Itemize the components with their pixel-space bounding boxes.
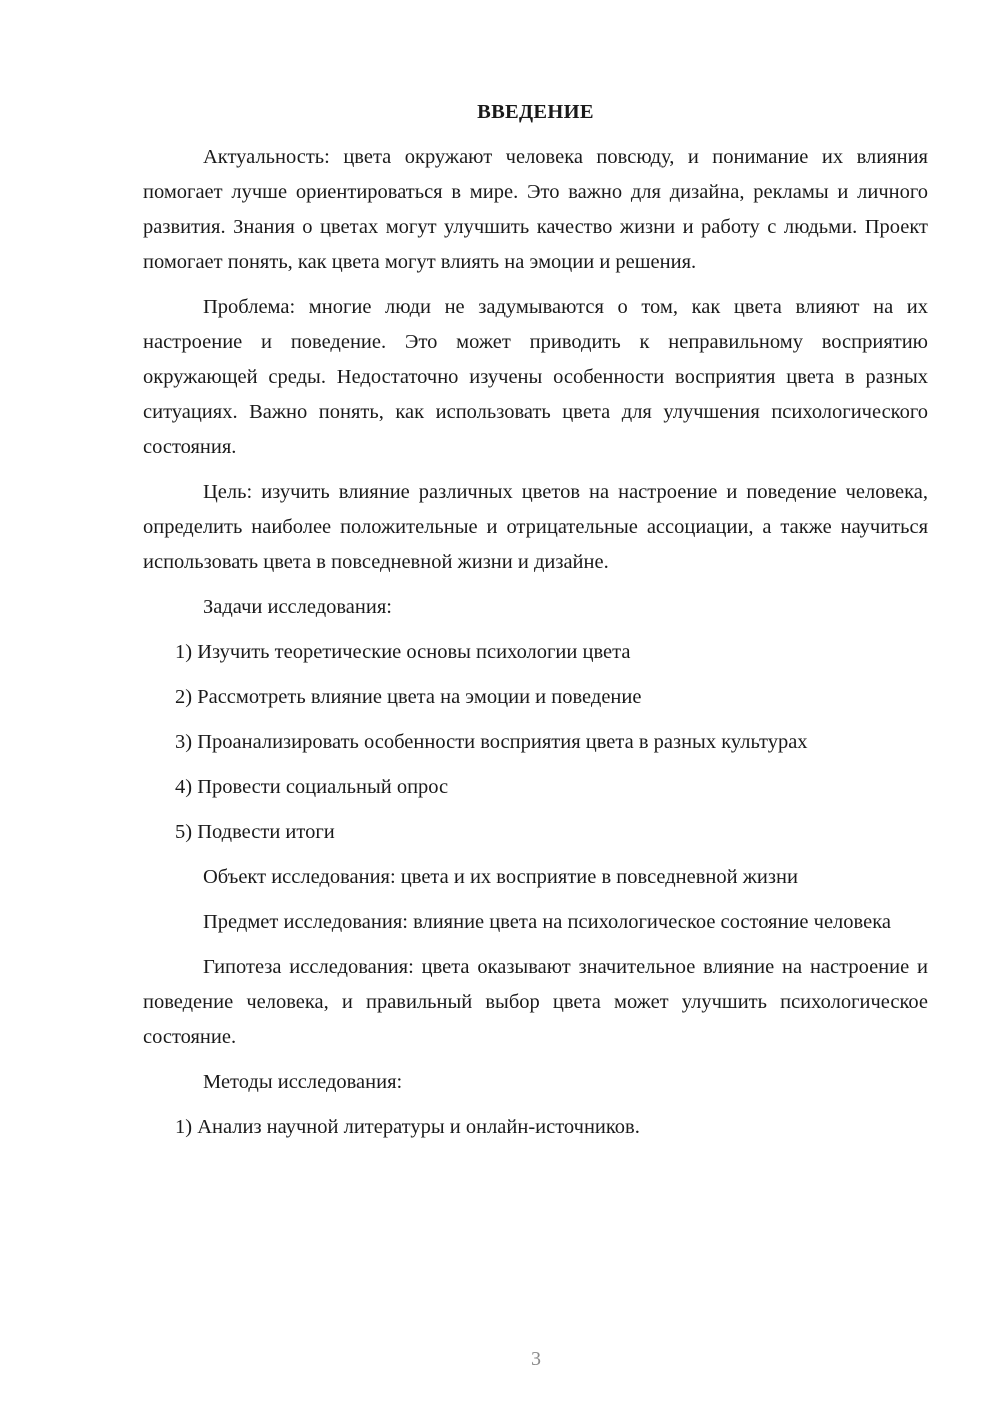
problem-paragraph: Проблема: многие люди не задумываются о том, как цвета влияют на их настроение и поведение. Это может приводить к неправильному восприятию окружающей среды. Недостаточно изучены особенности восприятия цвета в разных ситуациях. Важно понять, как использовать цвета для улучшения психологического состояния. (143, 296, 928, 458)
task-item: 5) Подвести итоги (175, 821, 335, 843)
methods-heading: Методы исследования: (203, 1071, 403, 1093)
tasks-heading: Задачи исследования: (203, 596, 392, 618)
task-item: 3) Проанализировать особенности восприятия цвета в разных культурах (175, 731, 808, 753)
page-number: 3 (531, 1348, 541, 1370)
task-item: 4) Провести социальный опрос (175, 776, 449, 798)
task-item: 2) Рассмотреть влияние цвета на эмоции и поведение (175, 686, 642, 708)
document-page (143, 95, 928, 1155)
relevance-paragraph: Актуальность: цвета окружают человека повсюду, и понимание их влияния помогает лучше ориентироваться в мире. Это важно для дизайна, рекламы и личного развития. Знания о цветах могут улучшить качество жизни и работу с людьми. Проект помогает понять, как цвета могут влиять на эмоции и решения. (143, 146, 928, 273)
subject-paragraph: Предмет исследования: влияние цвета на психологическое состояние человека (203, 911, 891, 933)
object-paragraph: Объект исследования: цвета и их восприятие в повседневной жизни (203, 866, 798, 888)
task-item: 1) Изучить теоретические основы психологии цвета (175, 641, 631, 663)
method-item: 1) Анализ научной литературы и онлайн-источников. (175, 1116, 640, 1138)
section-title: ВВЕДЕНИЕ (477, 101, 594, 123)
goal-paragraph: Цель: изучить влияние различных цветов на настроение и поведение человека, определить наиболее положительные и отрицательные ассоциации, а также научиться использовать цвета в повседневной жизни и дизайне. (143, 481, 928, 573)
hypothesis-paragraph: Гипотеза исследования: цвета оказывают значительное влияние на настроение и поведение человека, и правильный выбор цвета может улучшить психологическое состояние. (143, 956, 928, 1048)
